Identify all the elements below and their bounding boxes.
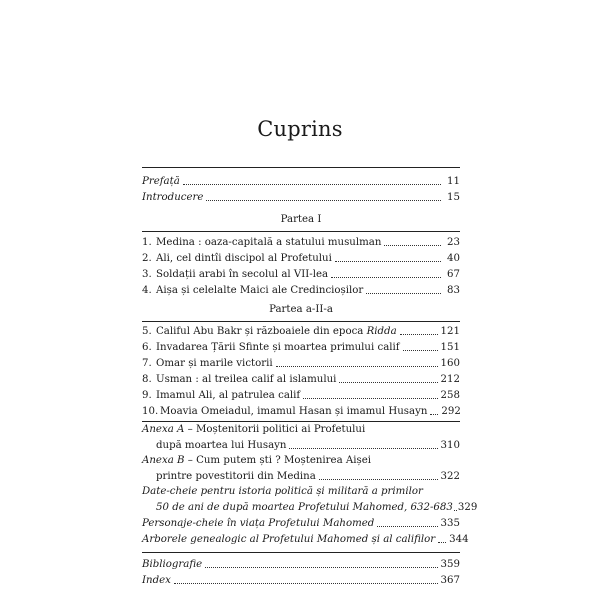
toc-label: Invadarea Țării Sfinte și moartea primului calif <box>156 342 400 353</box>
leader-dots <box>384 245 441 246</box>
toc-page: 212 <box>440 374 460 385</box>
toc-entry[interactable] <box>142 249 460 265</box>
part-heading-2: Partea a-II-a <box>269 304 333 315</box>
toc-entry[interactable] <box>142 265 460 281</box>
toc-entry-annex-a[interactable] <box>142 424 460 436</box>
toc-entry-arborele[interactable] <box>142 530 469 546</box>
toc-page: 67 <box>447 269 460 280</box>
leader-dots <box>206 200 441 201</box>
toc-label: 50 de ani de după moartea Profetului Mahomed, 632-683 <box>156 502 453 513</box>
leader-dots <box>366 293 441 294</box>
annex-lead: Anexa A <box>142 424 185 435</box>
toc-entry[interactable] <box>142 281 460 297</box>
leader-dots <box>289 448 437 449</box>
leader-dots <box>430 414 438 415</box>
toc-label: Ali, cel dintîi discipol al Profetului <box>156 253 332 264</box>
chapter-number: 3. <box>142 269 152 280</box>
toc-entry-dates[interactable]: Date-cheie pentru istoria politică și militară a primilor <box>142 486 423 497</box>
toc-entry[interactable] <box>142 233 460 249</box>
leader-dots <box>331 277 441 278</box>
toc-page: 335 <box>440 518 460 529</box>
leader-dots <box>454 510 457 511</box>
toc-entry[interactable] <box>142 402 460 418</box>
leader-dots <box>319 479 438 480</box>
chapter-number: 6. <box>142 342 152 353</box>
chapter-number: 10. <box>142 406 159 417</box>
toc-entry-personaje[interactable] <box>142 514 460 530</box>
chapter-number: 2. <box>142 253 152 264</box>
toc-label: printre povestitorii din Medina <box>156 471 316 482</box>
chapter-number: 7. <box>142 358 152 369</box>
chapter-number: 5. <box>142 326 152 337</box>
leader-dots <box>276 366 438 367</box>
toc-label: Aișa și celelalte Maici ale Credincioșilor <box>156 285 364 296</box>
toc-entry[interactable] <box>142 354 460 370</box>
toc-label: Moavia Omeiadul, imamul Hasan și imamul Husayn <box>160 406 428 417</box>
toc-entry[interactable] <box>142 322 460 338</box>
toc-label: Medina : oaza-capitală a statului musulman <box>156 237 382 248</box>
toc-label: Soldații arabi în secolul al VII-lea <box>156 269 329 280</box>
toc-page: 40 <box>447 253 460 264</box>
leader-dots <box>183 184 441 185</box>
toc-page: 329 <box>457 502 478 513</box>
toc-entry-introducere[interactable] <box>142 188 460 204</box>
toc-label: după moartea lui Husayn <box>156 440 287 451</box>
leader-dots <box>377 526 437 527</box>
leader-dots <box>438 542 446 543</box>
toc-label: – Cum putem ști ? Moștenirea Aișei <box>184 455 372 466</box>
leader-dots <box>400 334 438 335</box>
toc-entry-prefata[interactable] <box>142 172 460 188</box>
toc-page: 11 <box>447 176 460 187</box>
toc-label: Personaje-cheie în viața Profetului Mahomed <box>142 518 375 529</box>
chapter-number: 8. <box>142 374 152 385</box>
toc-page: 367 <box>440 575 460 586</box>
toc-page: 292 <box>441 406 461 417</box>
toc-label: Imamul Ali, al patrulea calif <box>156 390 301 401</box>
toc-entry-index[interactable] <box>142 571 460 587</box>
toc-label: Omar și marile victorii <box>156 358 273 369</box>
toc-page: 310 <box>440 440 460 451</box>
chapter-number: 9. <box>142 390 152 401</box>
toc-page: 322 <box>440 471 460 482</box>
toc-label: Prefață <box>142 176 180 187</box>
chapter-number: 4. <box>142 285 152 296</box>
toc-entry-annex-b[interactable] <box>142 455 460 467</box>
toc-label: – Moștenitorii politici ai Profetului <box>184 424 366 435</box>
toc-page: 151 <box>440 342 460 353</box>
toc-page: 83 <box>447 285 460 296</box>
toc-entry-annex-a-cont[interactable] <box>142 436 460 452</box>
leader-dots <box>339 382 437 383</box>
rule-top <box>142 167 460 168</box>
part-heading-1: Partea I <box>280 214 322 225</box>
toc-entry[interactable] <box>142 338 460 354</box>
toc-label: Introducere <box>142 192 204 203</box>
rule-annexes <box>142 421 460 422</box>
toc-page: 15 <box>447 192 460 203</box>
toc-page: 23 <box>447 237 460 248</box>
leader-dots <box>303 398 437 399</box>
toc-label <box>156 326 397 338</box>
toc-page: 344 <box>449 534 469 545</box>
toc-label: Arborele genealogic al Profetului Mahomed și al califilor <box>142 534 436 545</box>
rule-part1 <box>142 231 460 232</box>
leader-dots <box>403 350 438 351</box>
toc-entry[interactable] <box>142 370 460 386</box>
toc-page: 359 <box>440 559 460 570</box>
toc-page: 258 <box>440 390 460 401</box>
annex-lead: Anexa B <box>142 455 185 466</box>
toc-page: 160 <box>440 358 460 369</box>
leader-dots <box>205 567 437 568</box>
toc-label: Usman : al treilea calif al islamului <box>156 374 337 385</box>
rule-back <box>142 552 460 553</box>
toc-entry-dates-cont[interactable] <box>142 498 478 514</box>
toc-page: 121 <box>440 326 460 337</box>
toc-label-italic: Ridda <box>366 326 397 337</box>
toc-label: Bibliografie <box>142 559 203 570</box>
toc-label: Index <box>142 575 171 586</box>
toc-entry-annex-b-cont[interactable] <box>142 467 460 483</box>
toc-entry[interactable] <box>142 386 460 402</box>
leader-dots <box>335 261 441 262</box>
chapter-number: 1. <box>142 237 152 248</box>
page-title: Cuprins <box>257 117 343 141</box>
leader-dots <box>174 583 438 584</box>
toc-label-text: Califul Abu Bakr și războaiele din epoca <box>156 326 367 337</box>
toc-entry-bibliografie[interactable] <box>142 555 460 571</box>
